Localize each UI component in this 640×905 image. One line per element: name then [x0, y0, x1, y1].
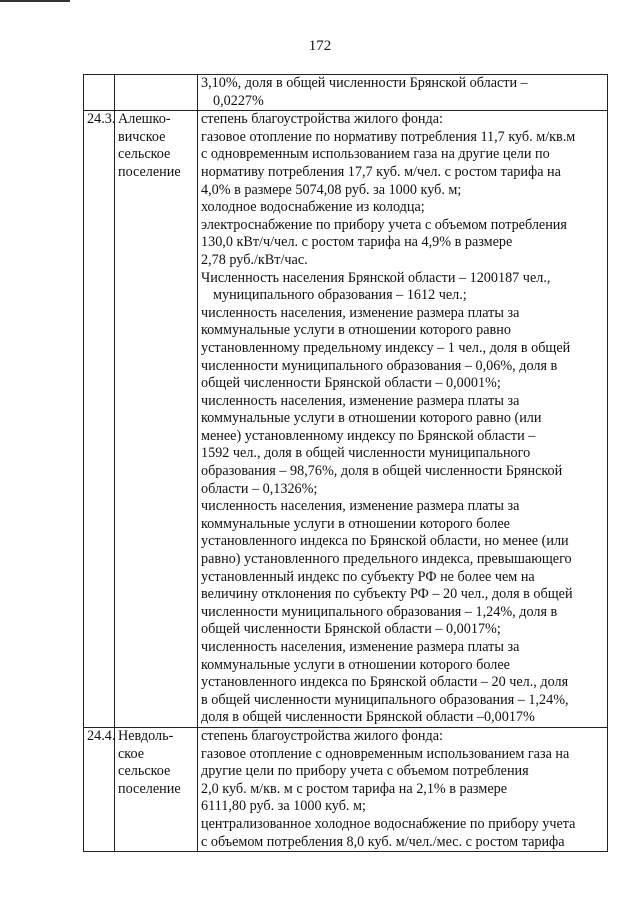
- text-line: области – 0,1326%;: [201, 480, 318, 497]
- text-line: 3,10%, доля в общей численности Брянской области –: [201, 75, 528, 91]
- text-line: равно) установленного предельного индекса, превышающего: [201, 551, 572, 568]
- text-line: менее) установленному индексу по Брянской области –: [201, 427, 536, 444]
- text-line: электроснабжение по прибору учета с объемом потребления: [201, 216, 567, 233]
- text-line: муниципального образования – 1612 чел.;: [213, 287, 467, 304]
- text-line: с объемом потребления 8,0 куб. м/чел./мес. с ростом тарифа: [201, 833, 565, 850]
- text-line: численности муниципального образования – 1,24%, доля в: [201, 603, 558, 620]
- text-line: 130,0 кВт/ч/чел. с ростом тарифа на 4,9% в размере: [201, 234, 513, 251]
- settlement-name: [115, 727, 198, 851]
- text-line: в общей численности муниципального образования – 1,24%,: [201, 691, 569, 708]
- text-line: степень благоустройства жилого фонда:: [201, 727, 443, 744]
- text-line: установленного индекса по Брянской области – 20 чел., доля: [201, 674, 569, 691]
- settlement-name-line: поселение: [118, 780, 181, 797]
- table-row: [84, 75, 608, 111]
- text-line: численность населения, изменение размера платы за: [201, 304, 520, 321]
- text-line: общей численности Брянской области – 0,0001%;: [201, 375, 501, 392]
- text-line: величину отклонения по субъекту РФ – 20 чел., доля в общей: [201, 586, 573, 603]
- text-line: газовое отопление по нормативу потребления 11,7 куб. м/кв.м: [201, 128, 576, 145]
- header-rule: [0, 0, 70, 2]
- settlement-name: [115, 111, 198, 728]
- description-cell: [198, 111, 608, 728]
- text-line: степень благоустройства жилого фонда:: [201, 111, 443, 128]
- text-line: Численность населения Брянской области – 1200187 чел.,: [201, 269, 551, 286]
- text-line: общей численности Брянской области – 0,0017%;: [201, 621, 501, 638]
- text-line: коммунальные услуги в отношении которого более: [201, 656, 510, 673]
- settlement-name-line: Алешко-: [118, 111, 171, 128]
- settlement-name: [115, 75, 198, 111]
- text-line: 6111,80 руб. за 1000 куб. м;: [201, 798, 366, 815]
- text-line: численность населения, изменение размера платы за: [201, 392, 520, 409]
- text-line: нормативу потребления 17,7 куб. м/чел. с ростом тарифа на: [201, 163, 561, 180]
- text-line: газовое отопление с одновременным использованием газа на: [201, 745, 570, 762]
- settlement-name-line: вичское: [118, 128, 166, 145]
- text-line: холодное водоснабжение из колодца;: [201, 199, 425, 216]
- text-line: другие цели по прибору учета с объемом потребления: [201, 763, 529, 780]
- settlement-name-line: сельское: [118, 763, 171, 780]
- text-line: 2,78 руб./кВт/час.: [201, 251, 308, 268]
- text-line: 0,0227%: [213, 92, 264, 109]
- description-cell: [198, 727, 608, 851]
- settlement-name-line: сельское: [118, 146, 171, 163]
- text-line: установленный индекс по субъекту РФ не более чем на: [201, 568, 535, 585]
- text-line: коммунальные услуги в отношении которого равно: [201, 322, 511, 339]
- table-body: [84, 75, 608, 852]
- text-line: коммунальные услуги в отношении которого более: [201, 515, 510, 532]
- text-line: доля в общей численности Брянской области –0,0017%: [201, 709, 535, 726]
- settlement-name-line: ское: [118, 745, 145, 762]
- row-number: 24.4.: [84, 727, 115, 851]
- text-line: 1592 чел., доля в общей численности муниципального: [201, 445, 531, 462]
- table-row: [84, 727, 608, 851]
- text-line: 4,0% в размере 5074,08 руб. за 1000 куб. м;: [201, 181, 462, 198]
- text-line: централизованное холодное водоснабжение по прибору учета: [201, 815, 576, 832]
- text-line: с одновременным использованием газа на другие цели по: [201, 146, 550, 163]
- text-line: установленному предельному индексу – 1 чел., доля в общей: [201, 339, 571, 356]
- text-line: 2,0 куб. м/кв. м с ростом тарифа на 2,1% в размере: [201, 780, 508, 797]
- settlement-name-line: Невдоль-: [118, 727, 174, 744]
- row-number: 24.3.: [84, 111, 115, 728]
- table-row: [84, 111, 608, 728]
- text-line: численности муниципального образования – 0,06%, доля в: [201, 357, 558, 374]
- text-line: численность населения, изменение размера платы за: [201, 498, 520, 515]
- text-line: установленного индекса по Брянской области, но менее (или: [201, 533, 569, 550]
- description-cell: [198, 75, 608, 111]
- text-line: численность населения, изменение размера платы за: [201, 639, 520, 655]
- tariff-table: [83, 74, 608, 852]
- page-number: 172: [308, 38, 332, 54]
- text-line: образования – 98,76%, доля в общей численности Брянской: [201, 463, 563, 480]
- text-line: коммунальные услуги в отношении которого равно (или: [201, 410, 542, 427]
- settlement-name-line: поселение: [118, 163, 181, 180]
- row-number: [84, 75, 115, 111]
